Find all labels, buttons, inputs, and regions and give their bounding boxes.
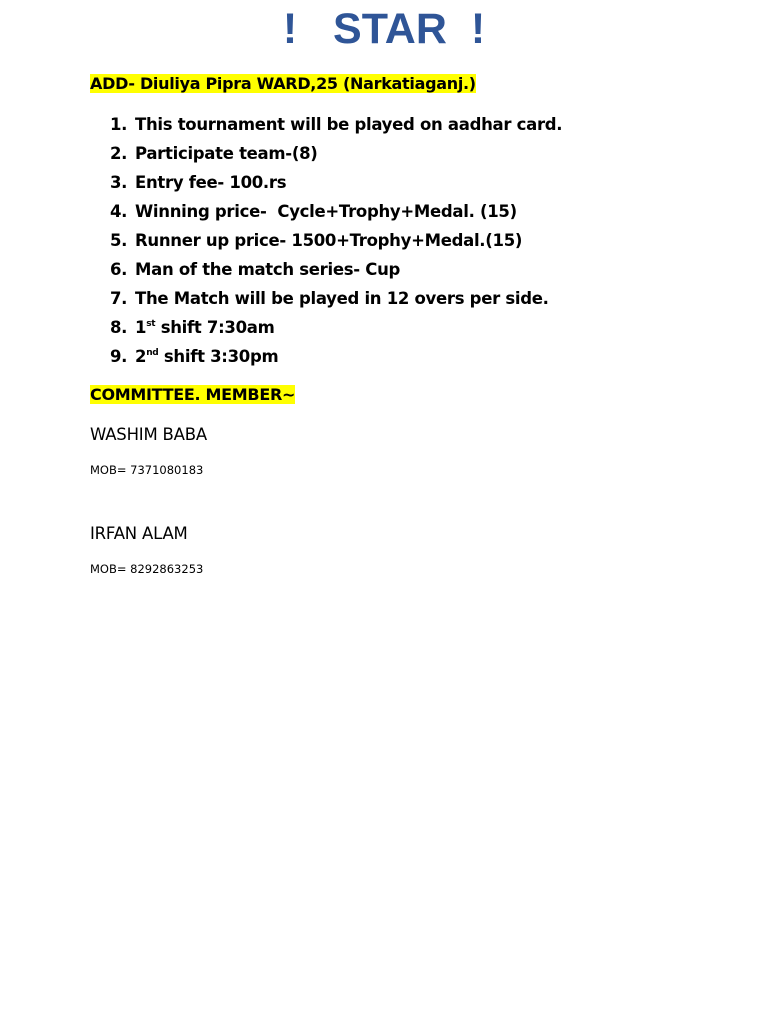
- shift-time: shift 7:30am: [155, 318, 275, 337]
- rule-item: [110, 112, 562, 141]
- rule-text: This tournament will be played on aadhar card.: [135, 115, 563, 134]
- member-mobile: MOB= 7371080183: [90, 463, 204, 477]
- shift-ordinal: 1: [135, 318, 147, 337]
- ordinal-suffix: nd: [146, 348, 159, 358]
- rule-item: [110, 257, 562, 286]
- committee-highlight: COMMITTEE. MEMBER~: [90, 385, 296, 404]
- rule-number: 9.: [110, 347, 128, 366]
- title-exclamation-left: !: [282, 5, 298, 53]
- title-text: STAR: [333, 5, 447, 53]
- shift-time: shift 3:30pm: [158, 347, 279, 366]
- rule-item: [110, 228, 562, 257]
- rule-number: 7.: [110, 289, 128, 308]
- title-exclamation-right: !: [470, 5, 486, 53]
- rule-number: 6.: [110, 260, 128, 279]
- member-name: WASHIM BABA: [90, 425, 207, 444]
- rule-text: Man of the match series- Cup: [135, 260, 401, 279]
- rule-text: Participate team-(8): [135, 144, 318, 163]
- rule-text: Entry fee- 100.rs: [135, 173, 287, 192]
- rule-number: 5.: [110, 231, 128, 250]
- rule-text: [135, 344, 278, 373]
- rule-text: Runner up price- 1500+Trophy+Medal.(15): [135, 231, 523, 250]
- member-name: IRFAN ALAM: [90, 524, 188, 543]
- rule-item: [110, 141, 562, 170]
- rule-text: [135, 315, 275, 344]
- rule-number: 8.: [110, 318, 128, 337]
- rule-number: 1.: [110, 115, 128, 134]
- document-title: [0, 4, 768, 54]
- shift-ordinal: 2: [135, 347, 147, 366]
- member-mobile: MOB= 8292863253: [90, 562, 204, 576]
- rule-text: Winning price- Cycle+Trophy+Medal. (15): [135, 202, 517, 221]
- address-highlight: ADD- Diuliya Pipra WARD,25 (Narkatiaganj.): [90, 74, 476, 93]
- ordinal-suffix: st: [146, 319, 156, 329]
- rule-item-second-shift: [110, 344, 562, 373]
- address-line: [90, 72, 476, 96]
- tournament-rules-list: [110, 112, 562, 373]
- rule-item: [110, 286, 562, 315]
- rule-number: 2.: [110, 144, 128, 163]
- rule-text: The Match will be played in 12 overs per side.: [135, 289, 549, 308]
- rule-item-first-shift: [110, 315, 562, 344]
- committee-heading: [90, 383, 295, 407]
- rule-number: 3.: [110, 173, 128, 192]
- rule-number: 4.: [110, 202, 128, 221]
- rule-item: [110, 199, 562, 228]
- rule-item: [110, 170, 562, 199]
